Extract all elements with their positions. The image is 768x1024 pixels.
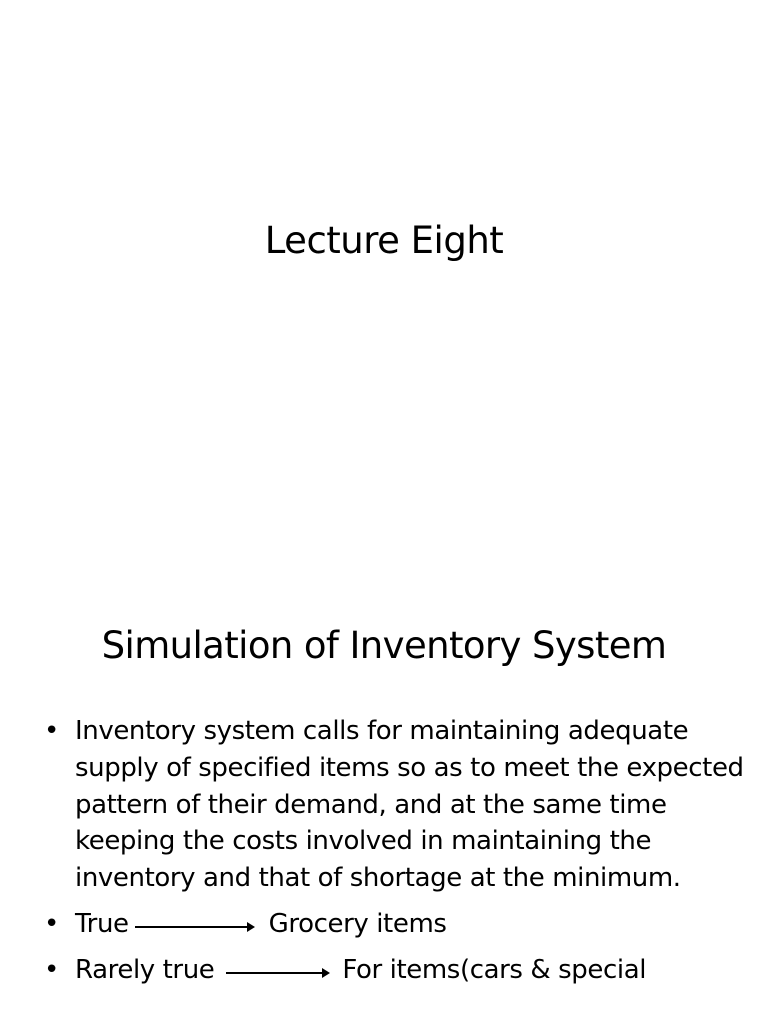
- content-slide: [0, 576, 768, 1024]
- special-items-label: For items(cars & special: [342, 954, 647, 985]
- arrow-row: [75, 906, 744, 943]
- right-arrow-icon: [135, 926, 253, 928]
- bullet-dot-icon: •: [44, 908, 59, 939]
- rarely-true-label: Rarely true: [75, 954, 215, 985]
- bullet-item-rarely-true: [44, 952, 744, 989]
- grocery-items-label: Grocery items: [268, 908, 447, 939]
- lecture-title: Lecture Eight: [264, 219, 504, 262]
- arrow-row: [75, 952, 744, 989]
- bullet-list: [44, 713, 744, 998]
- right-arrow-icon: [226, 972, 328, 974]
- bullet-item-true: [44, 906, 744, 943]
- bullet-dot-icon: •: [44, 716, 59, 746]
- true-label: True: [75, 908, 129, 939]
- bullet-item-inventory-definition: [44, 713, 744, 897]
- bullet-dot-icon: •: [44, 954, 59, 985]
- slide-title: Simulation of Inventory System: [101, 624, 667, 667]
- bullet-text: Inventory system calls for maintaining adequate supply of specified items so as to meet the expected pattern of their demand, and at the same time keeping the costs involved in maintaining the inventory and that of shortage at the minimum.: [75, 716, 744, 894]
